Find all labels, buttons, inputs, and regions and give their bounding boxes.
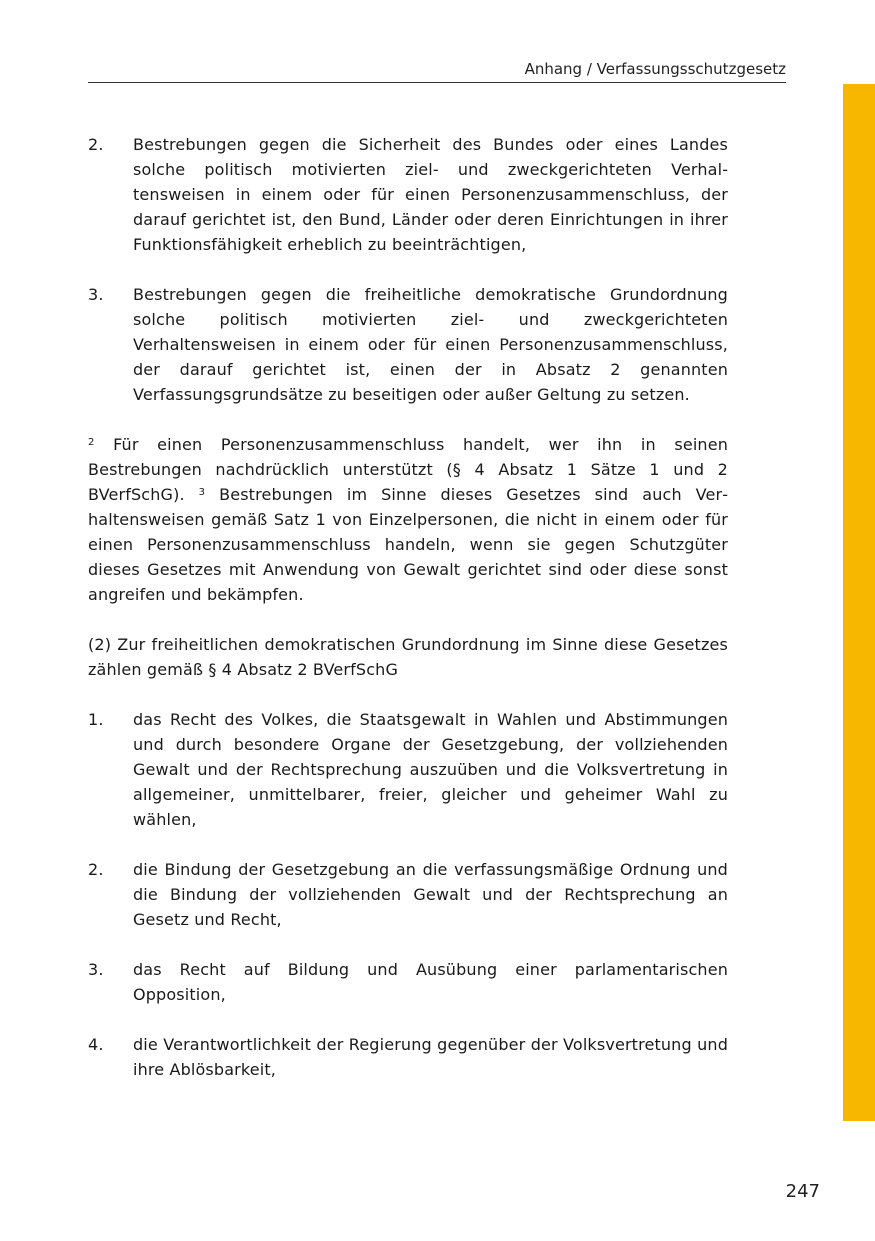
- list-item-number: 3.: [88, 960, 104, 979]
- list-item-text: die Verantwortlichkeit der Regierung gegenüber der Volksvertretung und ihre Ablösbarkeit,: [133, 1035, 728, 1079]
- list-item-number: 1.: [88, 710, 104, 729]
- chapter-tab-marker: [843, 84, 875, 1121]
- paragraph-section-2: [88, 632, 728, 682]
- list-item-number: 2.: [88, 860, 104, 879]
- list-item: [88, 857, 728, 932]
- header-title: Anhang / Verfassungsschutzgesetz: [524, 60, 786, 78]
- paragraph-text: Für einen Personenzusammenschluss handelt, wer ihn in seinen Bestrebungen nachdrücklich unterstützt (§ 4 Absatz 1 Sätze 1 und 2 BVerfSchG).: [88, 435, 728, 504]
- list-item: [88, 957, 728, 1007]
- list-item-text: das Recht des Volkes, die Staatsgewalt in Wahlen und Abstimmungen und durch besondere Organe der Gesetzgebung, der vollziehenden Gewalt und der Rechtsprechung auszuüben und die Volksvertretung in allgemeiner, unmittelbarer, freier, gleicher und geheimer Wahl zu wählen,: [133, 710, 728, 829]
- sentence-number: 2: [88, 437, 95, 448]
- list-item-text: Bestrebungen gegen die Sicherheit des Bundes oder eines Landes solche politisch motivierten ziel- und zweckgerichteten Verhaltensweisen in einem oder für einen Personenzusammenschluss, der darauf gerichtet ist, den Bund, Länder oder deren Einrichtungen in ihrer Funktionsfähigkeit erheblich zu beeinträchtigen,: [133, 135, 728, 254]
- list-item: [88, 282, 728, 407]
- page-number: 247: [785, 1181, 820, 1202]
- list-item-number: 2.: [88, 135, 104, 154]
- list-item: [88, 132, 728, 257]
- list-item-text: das Recht auf Bildung und Ausübung einer parlamentarischen Opposition,: [133, 960, 728, 1004]
- list-item: [88, 707, 728, 832]
- paragraph-persons: [88, 432, 728, 607]
- paragraph-text: Bestrebungen im Sinne dieses Gesetzes sind auch Verhaltensweisen gemäß Satz 1 von Einzelpersonen, die nicht in einem oder für einen Personenzusammenschluss handeln, wenn sie gegen Schutzgüter dieses Gesetzes mit Anwendung von Gewalt gerichtet sind oder diese sonst angreifen und bekämpfen.: [88, 485, 728, 604]
- running-header: [88, 60, 786, 83]
- list-item-number: 3.: [88, 285, 104, 304]
- paragraph-text: (2) Zur freiheitlichen demokratischen Grundordnung im Sinne diese Gesetzes zählen gemäß § 4 Absatz 2 BVerfSchG: [88, 635, 728, 679]
- list-item-number: 4.: [88, 1035, 104, 1054]
- page-content: [88, 132, 728, 1107]
- list-item: [88, 1032, 728, 1082]
- sentence-number: 3: [198, 487, 206, 498]
- list-item-text: Bestrebungen gegen die freiheitliche demokratische Grundordnung solche politisch motivierten ziel- und zweckgerichteten Verhaltensweisen in einem oder für einen Personenzusammenschluss, der darauf gerichtet ist, einen der in Absatz 2 genannten Verfassungsgrundsätze zu beseitigen oder außer Geltung zu setzen.: [133, 285, 728, 404]
- list-item-text: die Bindung der Gesetzgebung an die verfassungsmäßige Ordnung und die Bindung der vollziehenden Gewalt und der Rechtsprechung an Gesetz und Recht,: [133, 860, 728, 929]
